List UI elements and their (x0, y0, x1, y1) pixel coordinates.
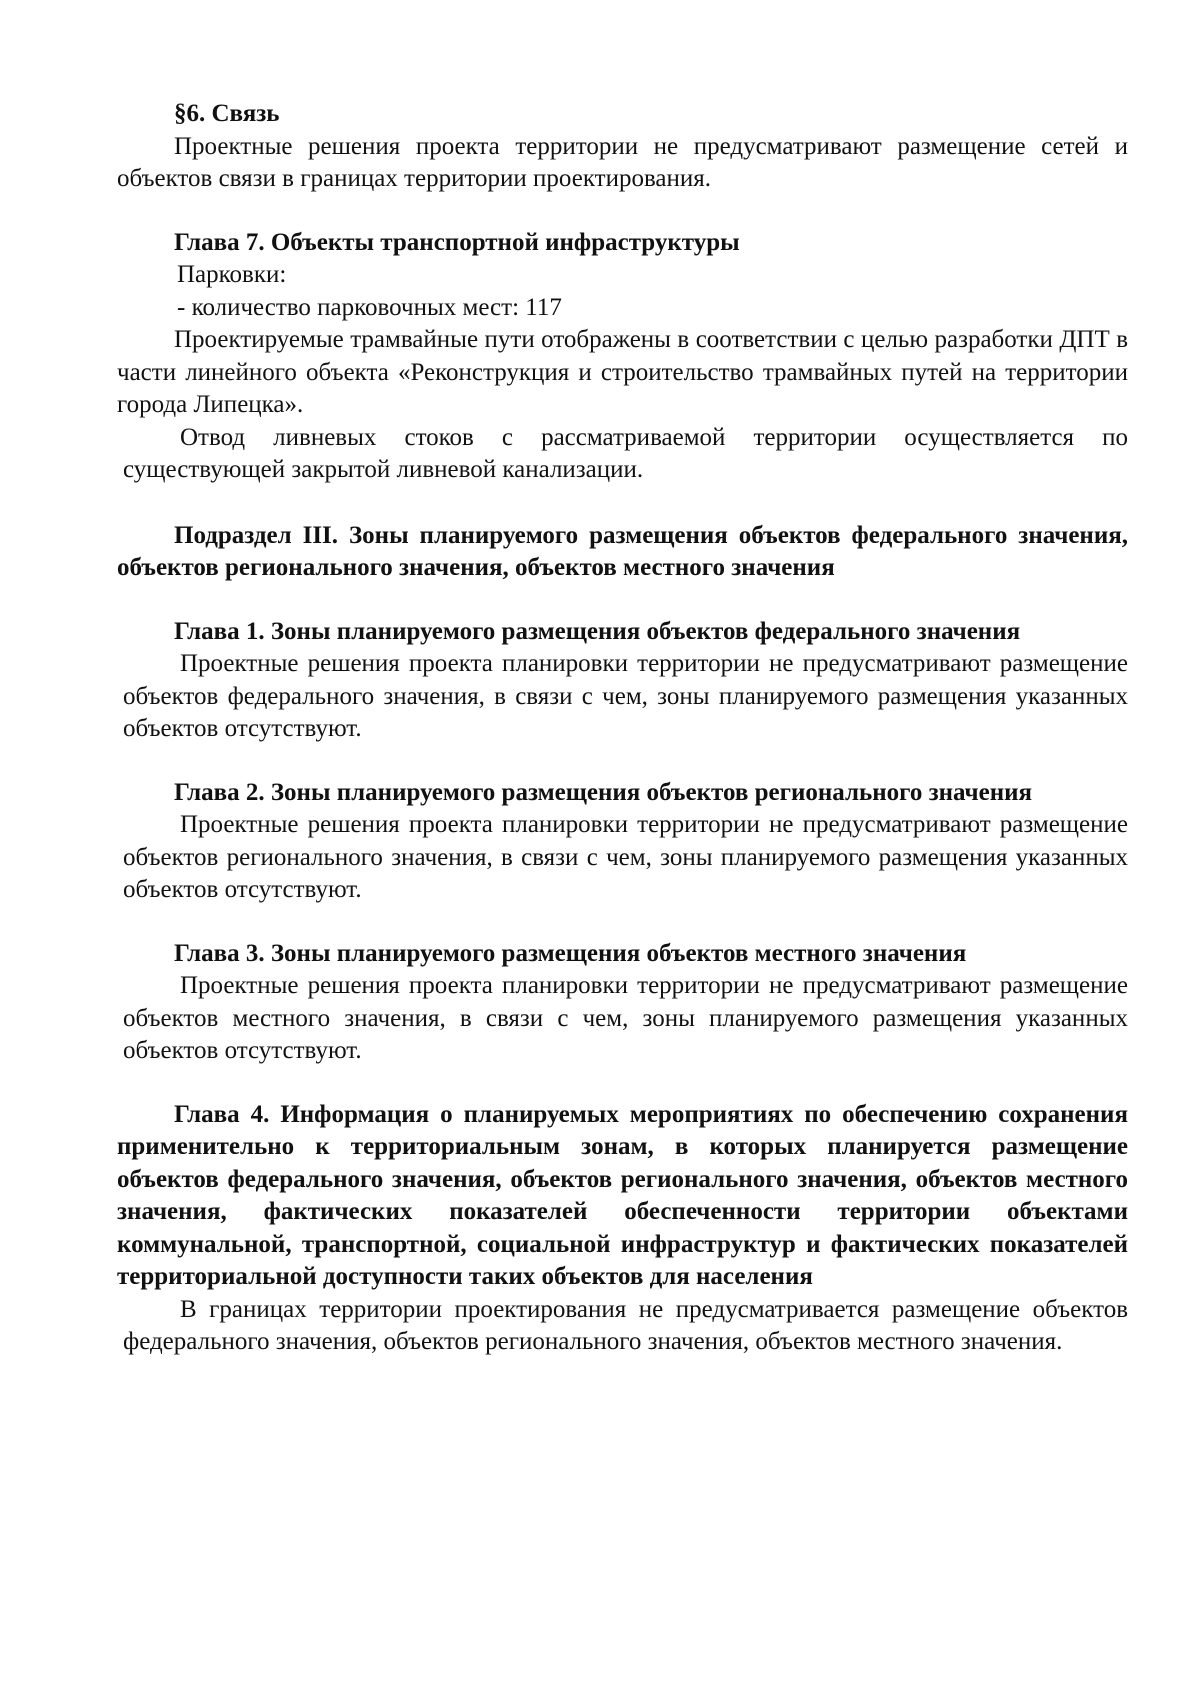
parking-count: - количество парковочных мест: 117 (177, 293, 562, 321)
parking-label: Парковки: (177, 261, 287, 288)
chapter-3-text: Проектные решения проекта планировки территории не предусматривают размещение объектов местного значения, в связи с чем, зоны планируемого размещения указанных объектов отсутствуют. (123, 972, 1128, 1064)
chapter-7-heading: Глава 7. Объекты транспортной инфраструктуры (174, 228, 740, 256)
drainage-paragraph: Отвод ливневых стоков с рассматриваемой территории осуществляется по существующей закрытой ливневой канализации. (123, 423, 1128, 483)
chapter-3-heading: Глава 3. Зоны планируемого размещения объектов местного значения (174, 939, 967, 967)
document-page (117, 98, 1128, 1359)
subsection-3-heading: Подраздел III. Зоны планируемого размещения объектов федерального значения, объектов регионального значения, объектов местного значения (117, 521, 1128, 581)
chapter-2-heading: Глава 2. Зоны планируемого размещения объектов регионального значения (174, 778, 1033, 806)
chapter-1-heading: Глава 1. Зоны планируемого размещения объектов федерального значения (174, 617, 1021, 645)
chapter-2-text: Проектные решения проекта планировки территории не предусматривают размещение объектов регионального значения, в связи с чем, зоны планируемого размещения указанных объектов отсутствуют. (123, 811, 1128, 903)
tram-paragraph: Проектируемые трамвайные пути отображены в соответствии с целью разработки ДПТ в части линейного объекта «Реконструкция и строительство трамвайных путей на территории города Липецка». (117, 326, 1128, 418)
chapter-1-text: Проектные решения проекта планировки территории не предусматривают размещение объектов федерального значения, в связи с чем, зоны планируемого размещения указанных объектов отсутствуют. (123, 650, 1128, 742)
chapter-4-text: В границах территории проектирования не предусматривается размещение объектов федерального значения, объектов регионального значения, объектов местного значения. (123, 1295, 1128, 1355)
section-6-heading: §6. Связь (174, 100, 280, 127)
chapter-4-heading: Глава 4. Информация о планируемых мероприятиях по обеспечению сохранения применительно к территориальным зонам, в которых планируется размещение объектов федерального значения, объектов регионального значения, объектов местного значения, фактических показателей обеспеченности территории объектами коммунальной, транспортной, социальной инфраструктур и фактических показателей территориальной доступности таких объектов для населения (117, 1100, 1128, 1290)
section-6-text: Проектные решения проекта территории не предусматривают размещение сетей и объектов связи в границах территории проектирования. (117, 132, 1128, 192)
